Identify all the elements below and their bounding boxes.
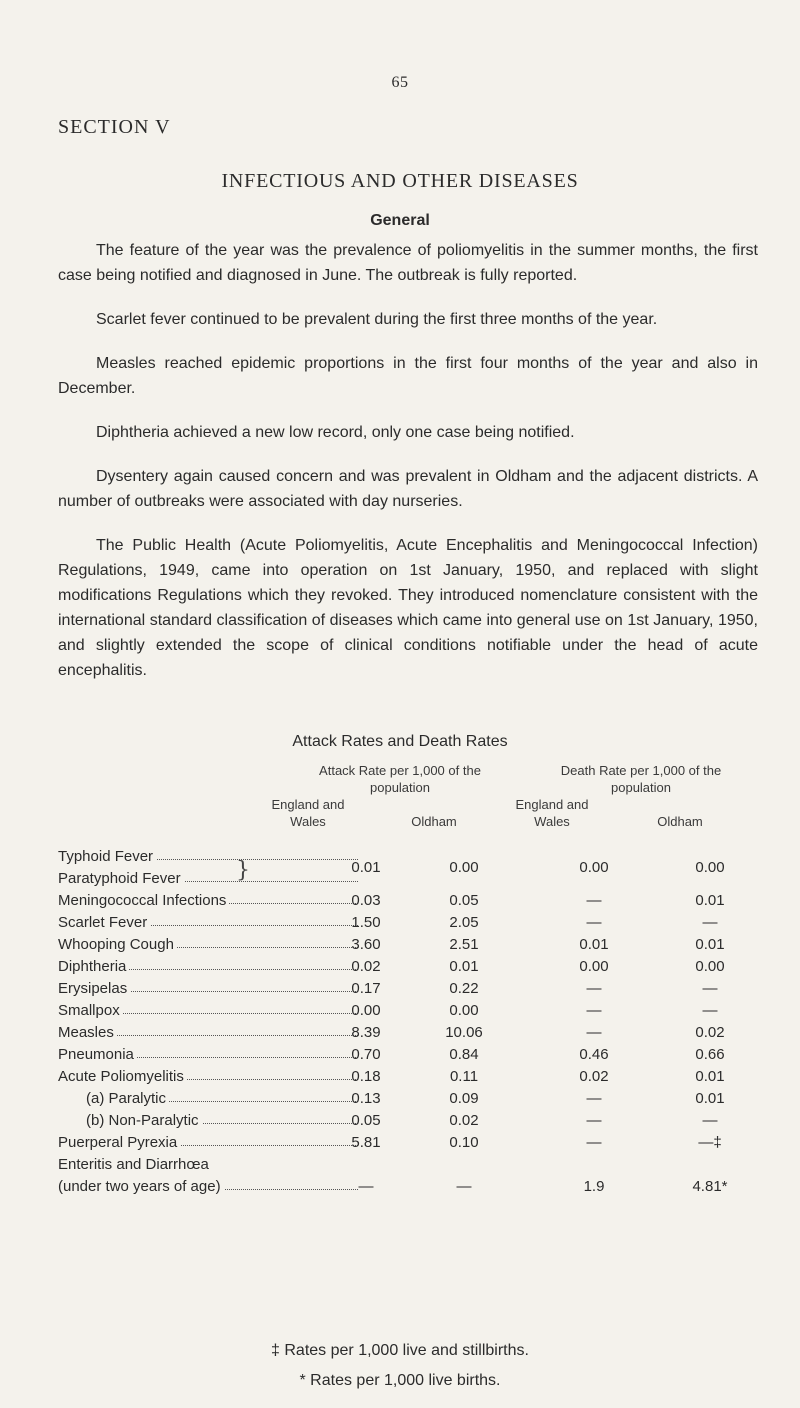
cell: 0.01 bbox=[695, 1090, 725, 1107]
cell: 0.01 bbox=[695, 1068, 725, 1085]
table-row bbox=[58, 1090, 778, 1112]
cell: 0.70 bbox=[351, 1046, 381, 1063]
cell: 0.10 bbox=[449, 1134, 479, 1151]
footnote-live-births: * Rates per 1,000 live births. bbox=[299, 1372, 501, 1389]
cell: 2.05 bbox=[449, 914, 479, 931]
paragraph: Measles reached epidemic proportions in the first four months of the year and also in December. bbox=[58, 355, 758, 397]
attack-ew-header: England and Wales bbox=[271, 797, 345, 829]
cell: 0.05 bbox=[351, 1112, 381, 1129]
cell: — bbox=[702, 1112, 718, 1129]
row-label: Puerperal Pyrexia bbox=[58, 1134, 180, 1151]
cell: 0.22 bbox=[449, 980, 479, 997]
cell: — bbox=[586, 1112, 602, 1129]
row-label: Diphtheria bbox=[58, 958, 129, 975]
paragraph: The Public Health (Acute Poliomyelitis, Acute Encephalitis and Meningococcal Infection) Regulations, 1949, came into operation on 1st January, 1950, and replaced with slight modifications Regulations which they revoked. They introduced nomenclature consistent with the international standard classification of diseases which came into general use on 1st January, 1950, and slightly extended the scope of clinical conditions notifiable under the head of acute encephalitis. bbox=[58, 537, 758, 679]
cell: 0.00 bbox=[449, 1002, 479, 1019]
table-row bbox=[58, 848, 778, 876]
row-label: Meningococcal Infections bbox=[58, 892, 229, 909]
table-row bbox=[58, 1112, 778, 1134]
paragraph: Scarlet fever continued to be prevalent during the first three months of the year. bbox=[96, 311, 658, 328]
row-label: (b) Non-Paralytic bbox=[86, 1112, 202, 1129]
cell: — bbox=[702, 1002, 718, 1019]
cell: — bbox=[586, 1134, 602, 1151]
table-row bbox=[58, 1024, 778, 1046]
cell: 4.81* bbox=[692, 1178, 728, 1195]
table-row bbox=[58, 892, 778, 914]
cell: 0.01 bbox=[449, 958, 479, 975]
row-label: Typhoid Fever bbox=[58, 848, 156, 865]
cell: 0.46 bbox=[579, 1046, 609, 1063]
cell: — bbox=[586, 980, 602, 997]
cell: 0.05 bbox=[449, 892, 479, 909]
cell: 1.50 bbox=[351, 914, 381, 931]
page-number: 65 bbox=[391, 74, 409, 91]
row-label: Enteritis and Diarrhœa bbox=[58, 1156, 212, 1173]
cell: 0.03 bbox=[351, 892, 381, 909]
cell: 8.39 bbox=[351, 1024, 381, 1041]
table-row bbox=[58, 980, 778, 1002]
cell: 0.66 bbox=[695, 1046, 725, 1063]
cell: 0.00 bbox=[579, 958, 609, 975]
cell: 0.01 bbox=[695, 892, 725, 909]
cell: — bbox=[586, 892, 602, 909]
cell: 0.17 bbox=[351, 980, 381, 997]
cell: 5.81 bbox=[351, 1134, 381, 1151]
cell: 0.09 bbox=[449, 1090, 479, 1107]
table-row bbox=[58, 870, 778, 892]
death-rate-header: Death Rate per 1,000 of the population bbox=[560, 763, 722, 795]
table-row bbox=[58, 914, 778, 936]
cell: 0.01 bbox=[579, 936, 609, 953]
cell: 0.00 bbox=[579, 859, 609, 876]
row-label: Smallpox bbox=[58, 1002, 123, 1019]
row-label: Whooping Cough bbox=[58, 936, 177, 953]
death-oldham-header: Oldham bbox=[657, 814, 703, 829]
cell: 0.01 bbox=[695, 936, 725, 953]
cell: — bbox=[586, 1090, 602, 1107]
table-row bbox=[58, 958, 778, 980]
cell: 0.00 bbox=[695, 958, 725, 975]
cell: 0.00 bbox=[695, 859, 725, 876]
page-heading: INFECTIOUS AND OTHER DISEASES bbox=[221, 170, 579, 192]
table-row bbox=[58, 936, 778, 958]
death-ew-header: England and Wales bbox=[515, 797, 589, 829]
table-row bbox=[58, 1046, 778, 1068]
cell: 0.00 bbox=[351, 1002, 381, 1019]
row-label: Erysipelas bbox=[58, 980, 130, 997]
row-label: Acute Poliomyelitis bbox=[58, 1068, 187, 1085]
rates-table bbox=[58, 848, 778, 1200]
table-row bbox=[58, 1134, 778, 1156]
cell: — bbox=[586, 914, 602, 931]
table-row bbox=[58, 1178, 778, 1200]
attack-oldham-header: Oldham bbox=[411, 814, 457, 829]
row-label: Paratyphoid Fever bbox=[58, 870, 184, 887]
paragraph: Diphtheria achieved a new low record, only one case being notified. bbox=[96, 424, 575, 441]
cell: 0.02 bbox=[351, 958, 381, 975]
footnote-stillbirths: ‡ Rates per 1,000 live and stillbirths. bbox=[271, 1342, 529, 1359]
cell: 3.60 bbox=[351, 936, 381, 953]
cell: — bbox=[358, 1178, 374, 1195]
paragraph: Dysentery again caused concern and was prevalent in Oldham and the adjacent districts. A number of outbreaks were associated with day nurseries. bbox=[58, 468, 758, 510]
cell: 1.9 bbox=[583, 1178, 605, 1195]
table-row bbox=[58, 1156, 778, 1178]
cell: — bbox=[702, 914, 718, 931]
row-label: (a) Paralytic bbox=[86, 1090, 169, 1107]
cell: 0.00 bbox=[449, 859, 479, 876]
cell: 10.06 bbox=[445, 1024, 483, 1041]
paragraph: The feature of the year was the prevalence of poliomyelitis in the summer months, the first case being notified and diagnosed in June. The outbreak is fully reported. bbox=[58, 242, 758, 284]
body-text bbox=[58, 238, 758, 702]
cell: 0.84 bbox=[449, 1046, 479, 1063]
cell: 0.01 bbox=[351, 859, 381, 876]
cell: 2.51 bbox=[449, 936, 479, 953]
table-title: Attack Rates and Death Rates bbox=[292, 733, 508, 750]
attack-rate-header: Attack Rate per 1,000 of the population bbox=[319, 763, 481, 795]
row-label: Measles bbox=[58, 1024, 117, 1041]
brace: } bbox=[236, 858, 250, 883]
cell: — bbox=[456, 1178, 472, 1195]
table-row bbox=[58, 1002, 778, 1024]
cell: — bbox=[586, 1002, 602, 1019]
row-label: Scarlet Fever bbox=[58, 914, 150, 931]
cell: 0.02 bbox=[449, 1112, 479, 1129]
cell: 0.11 bbox=[449, 1068, 479, 1085]
table-row bbox=[58, 1068, 778, 1090]
cell: 0.18 bbox=[351, 1068, 381, 1085]
cell: 0.02 bbox=[579, 1068, 609, 1085]
cell: — bbox=[702, 980, 718, 997]
cell: 0.02 bbox=[695, 1024, 725, 1041]
cell: —‡ bbox=[698, 1134, 722, 1151]
cell: — bbox=[586, 1024, 602, 1041]
subheading: General bbox=[370, 212, 430, 229]
row-label: (under two years of age) bbox=[58, 1178, 224, 1195]
cell: 0.13 bbox=[351, 1090, 381, 1107]
row-label: Pneumonia bbox=[58, 1046, 137, 1063]
section-label: SECTION V bbox=[58, 116, 171, 138]
